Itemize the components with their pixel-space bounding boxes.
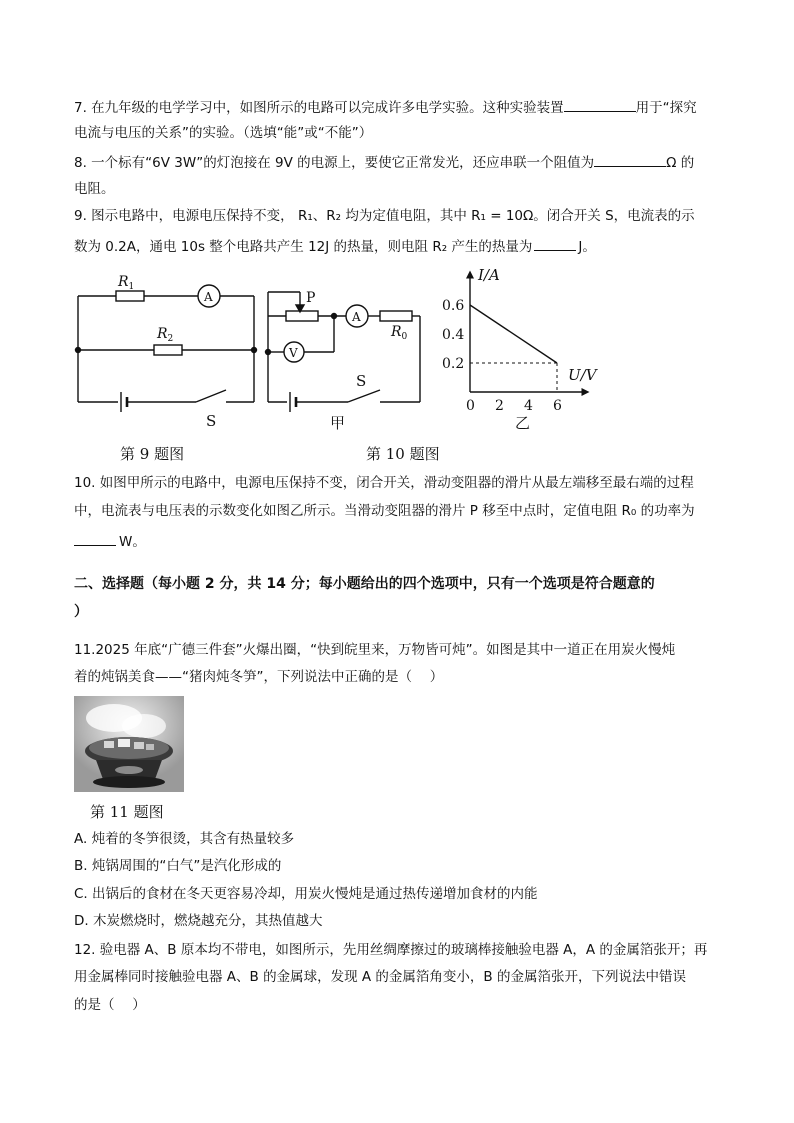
q11-line1: 11.2025 年底“广德三件套”火爆出圈，“快到皖里来，万物皆可炖”。如图是其中一道正在用炭火慢炖 — [74, 642, 676, 658]
q11-stew-photo — [74, 696, 184, 792]
fig10b-graph — [442, 271, 590, 415]
q10-text-end: W。 — [119, 534, 146, 550]
q11-option-a: A. 炖着的冬笋很烫，其含有热量较多 — [74, 831, 295, 847]
fig9-r2-label: R — [157, 326, 168, 342]
fig10b-ylabel: I/A — [478, 266, 500, 284]
q10-line2: 中，电流表与电压表的示数变化如图乙所示。当滑动变阻器的滑片 P 移至中点时，定值电阻 R₀ 的功率为 — [74, 503, 695, 519]
section2-heading-line1: 二、选择题（每小题 2 分，共 14 分；每小题给出的四个选项中，只有一个选项是符合题意的 — [74, 576, 655, 592]
x-axis-arrow — [582, 388, 590, 396]
q11-line2: 着的炖锅美食——“猪肉炖冬笋”，下列说法中正确的是（ ） — [74, 669, 444, 685]
fig10a-r0-sub: 0 — [401, 332, 408, 342]
x-tick-label: 0 — [466, 398, 475, 414]
fig9-r1-label: R — [118, 274, 129, 290]
x-tick-label: 4 — [524, 398, 533, 414]
q8-text-b: Ω 的 — [666, 155, 695, 171]
svg-text:R0 — [390, 324, 408, 342]
x-tick-label: 6 — [553, 398, 562, 414]
q8-line1 — [74, 152, 694, 172]
q10-answer-blank[interactable] — [74, 531, 116, 546]
q7-answer-blank[interactable] — [564, 97, 636, 112]
y-tick-label: 0.4 — [442, 327, 465, 343]
fig9-r2-sub: 2 — [167, 334, 174, 344]
q12-line3: 的是（ ） — [74, 997, 146, 1013]
fig9-ammeter-label: A — [204, 290, 213, 304]
q9-text-b: J。 — [578, 239, 596, 255]
q7-line1 — [74, 97, 697, 117]
fig9-resistor-r2 — [154, 345, 182, 355]
fig9-circuit — [76, 285, 257, 412]
figures-row — [0, 262, 794, 442]
q9-text-a: 数为 0.2A，通电 10s 整个电路共产生 12J 的热量，则电阻 R₂ 产生的热量为 — [74, 239, 533, 255]
x-tick-label: 2 — [495, 398, 504, 414]
y-axis-arrow — [466, 271, 474, 279]
section2-heading-line2: ） — [74, 604, 88, 620]
fig10a-p-label: P — [306, 290, 316, 306]
fig10a-ammeter-label: A — [352, 310, 361, 324]
fig10a-r0-label: R — [391, 324, 402, 340]
q7-line2: 电流与电压的关系”的实验。（选填“能”或“不能”） — [74, 125, 373, 141]
q11-option-b: B. 炖锅周围的“白气”是汽化形成的 — [74, 858, 282, 874]
q10-line3 — [74, 531, 146, 551]
fig10a-rheostat — [286, 311, 318, 321]
q11-option-d: D. 木炭燃烧时，燃烧越充分，其热值越大 — [74, 913, 323, 929]
fig9-switch-label: S — [206, 412, 217, 430]
fig9-caption: 第 9 题图 — [120, 445, 185, 463]
q10-line1: 10. 如图甲所示的电路中，电源电压保持不变，闭合开关，滑动变阻器的滑片从最左端移至最右端的过程 — [74, 475, 694, 491]
q8-answer-blank[interactable] — [594, 152, 666, 167]
data-line — [470, 305, 557, 363]
q8-text-a: 8. 一个标有“6V 3W”的灯泡接在 9V 的电源上，要使它正常发光，还应串联一个阻值为 — [74, 155, 595, 171]
q11-option-c: C. 出锅后的食材在冬天更容易冷却，用炭火慢炖是通过热传递增加食材的内能 — [74, 886, 538, 902]
fig10a-resistor-r0 — [380, 311, 412, 321]
fig10b-label: 乙 — [515, 414, 531, 432]
q9-answer-blank[interactable] — [534, 236, 576, 251]
svg-text:R1 — [117, 274, 134, 292]
fig9-r1-sub: 1 — [128, 282, 135, 292]
fig10a-switch — [348, 390, 380, 402]
q9-line1: 9. 图示电路中，电源电压保持不变， R₁、R₂ 均为定值电阻，其中 R₁ = 10Ω。闭合开关 S，电流表的示 — [74, 208, 695, 224]
q7-text-a: 7. 在九年级的电学学习中，如图所示的电路可以完成许多电学实验。这种实验装置 — [74, 100, 564, 116]
q12-line2: 用金属棒同时接触验电器 A、B 的金属球，发现 A 的金属箔角变小，B 的金属箔张开，下列说法中错误 — [74, 969, 686, 985]
fig10-caption: 第 10 题图 — [366, 445, 440, 463]
fig10b-xlabel: U/V — [568, 366, 597, 384]
fig10a-switch-label: S — [356, 372, 367, 390]
fig10a-label: 甲 — [330, 414, 346, 432]
svg-text:R2 — [156, 326, 173, 344]
q12-line1: 12. 验电器 A、B 原本均不带电，如图所示，先用丝绸摩擦过的玻璃棒接触验电器 A，A 的金属箔张开；再 — [74, 942, 708, 958]
fig9-resistor-r1 — [116, 291, 144, 301]
q11-caption: 第 11 题图 — [90, 803, 164, 821]
q9-line2 — [74, 236, 596, 256]
q8-line2: 电阻。 — [74, 181, 115, 197]
fig9-switch — [196, 390, 226, 402]
y-tick-label: 0.2 — [442, 356, 465, 372]
y-tick-label: 0.6 — [442, 298, 465, 314]
fig10a-voltmeter-label: V — [289, 346, 298, 360]
q7-text-b: 用于“探究 — [635, 100, 697, 116]
